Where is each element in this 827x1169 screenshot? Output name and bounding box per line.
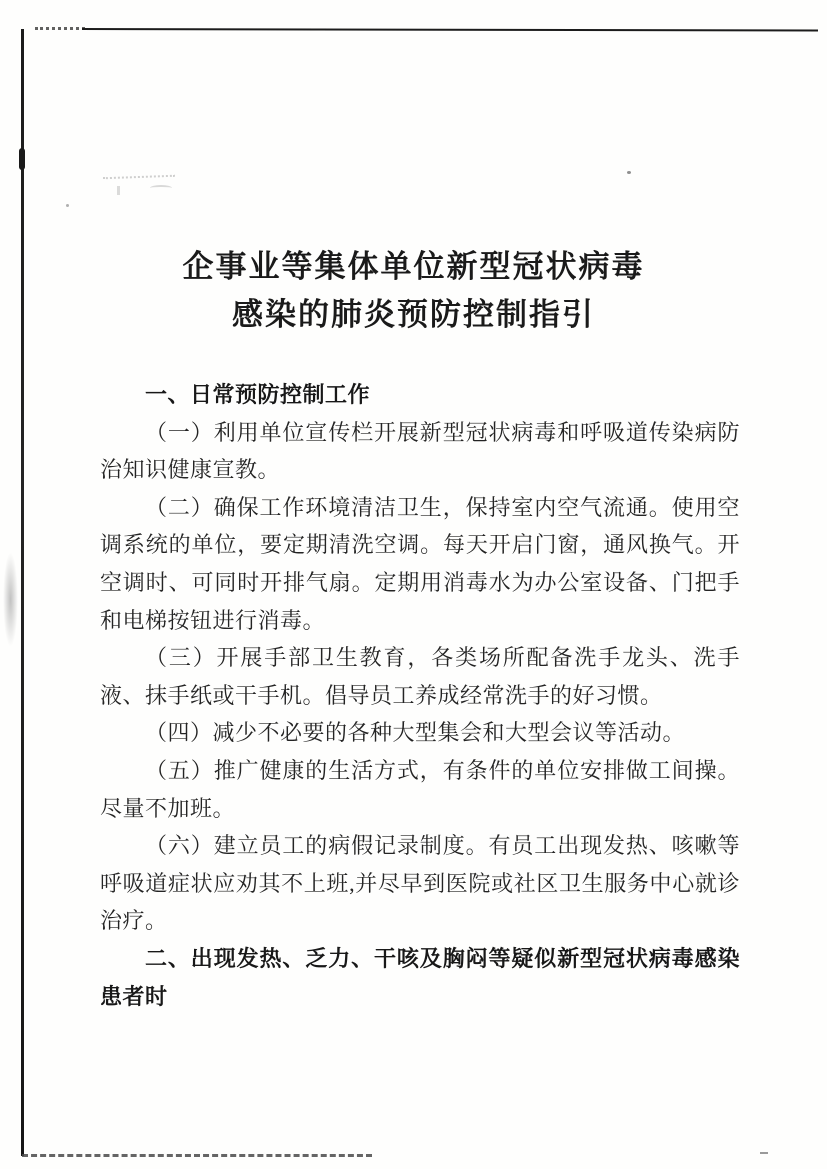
scan-top-edge-line: [82, 28, 818, 32]
scan-speck: [66, 204, 69, 207]
section-1-item-5: （五）推广健康的生活方式，有条件的单位安排做工间操。尽量不加班。: [100, 757, 740, 821]
scan-smudge: [103, 175, 175, 186]
scan-smudge: [117, 186, 120, 195]
scan-bottom-edge-dashed: [22, 1154, 372, 1157]
scan-smudge: [3, 552, 18, 647]
section-1-item-2: （二）确保工作环境清洁卫生，保持室内空气流通。使用空调系统的单位，要定期清洗空调。每天开启门窗，通风换气。开空调时、可同时开排气扇。定期用消毒水为办公室设备、门把手和电梯按钮进行消毒。: [100, 494, 740, 633]
section-1-item-4: （四）减少不必要的各种大型集会和大型会议等活动。: [145, 720, 686, 746]
section-2-heading: 二、出现发热、乏力、干咳及胸闷等疑似新型冠状病毒感染患者时: [100, 945, 740, 1009]
section-1-heading: 一、日常预防控制工作: [145, 382, 371, 407]
scan-speck: [627, 171, 631, 174]
section-1-item-3: （三）开展手部卫生教育，各类场所配备洗手龙头、洗手液、抹手纸或干手机。倡导员工养成经常洗手的好习惯。: [100, 645, 740, 708]
scan-bottom-tick: [760, 1152, 768, 1154]
document-title: [0, 243, 827, 339]
document-title-line-1: 企事业等集体单位新型冠状病毒: [182, 249, 645, 284]
document-body: [100, 376, 740, 1015]
scan-smudge: [150, 185, 172, 191]
scan-top-edge-dotted: [35, 27, 85, 30]
scan-left-edge-blob: [19, 148, 25, 170]
section-1-item-1: （一）利用单位宣传栏开展新型冠状病毒和呼吸道传染病防治知识健康宣教。: [100, 419, 740, 483]
scan-left-edge-line: [21, 29, 24, 1156]
document-title-line-2: 感染的肺炎预防控制指引: [232, 297, 595, 332]
section-1-item-6: （六）建立员工的病假记录制度。有员工出现发热、咳嗽等呼吸道症状应劝其不上班,并尽早到医院或社区卫生服务中心就诊治疗。: [100, 833, 740, 934]
